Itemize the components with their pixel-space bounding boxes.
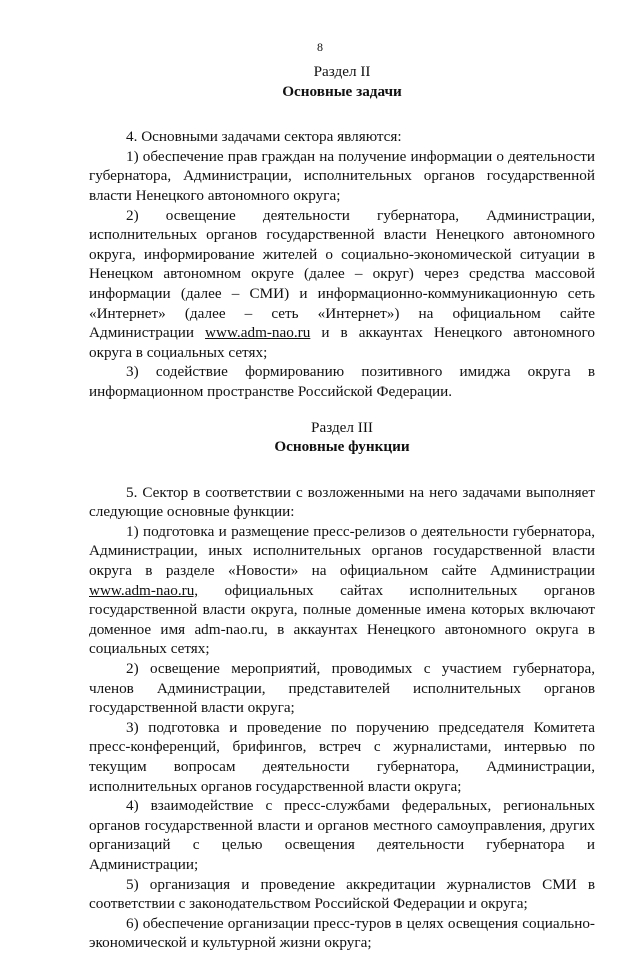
function-item-5: 5) организация и проведение аккредитации журналистов СМИ в соответствии с законодательством Российской Федерации и округа; [89, 875, 595, 913]
section-2-title: Основные задачи [282, 82, 402, 100]
function-item-1-text: 1) подготовка и размещение пресс-релизов о деятельности губернатора, Администрации, иных исполнительных органов государственной власти округа в разделе «Новости» на официальном сайте Администрации [89, 522, 595, 580]
section-3-heading [89, 418, 595, 457]
function-item-4: 4) взаимодействие с пресс-службами федеральных, региональных органов государственной власти и органов местного самоуправления, других организаций с целью освещения деятельности губернатора и Администрации; [89, 797, 595, 873]
function-item-1-tail: официальных сайтах исполнительных органов государственной власти округа, полные доменные имена которых включают доменное имя adm-nao.ru, в аккаунтах Ненецкого автономного округа в социальных сетях; [89, 581, 595, 658]
section-2-heading [89, 62, 595, 101]
function-item-2: 2) освещение мероприятий, проводимых с участием губернатора, членов Администрации, представителей исполнительных органов государственной власти округа; [89, 660, 595, 717]
task-item-1: 1) обеспечение прав граждан на получение информации о деятельности губернатора, Администрации, исполнительных органов государственной власти Ненецкого автономного округа; [89, 147, 595, 204]
section-3-label: Раздел III [311, 418, 373, 436]
task-item-2 [89, 206, 595, 363]
section-3-intro: 5. Сектор в соответствии с возложенными на него задачами выполняет следующие основные функции: [89, 483, 595, 521]
page-number: 8 [317, 40, 323, 54]
task-item-2-text: 2) освещение деятельности губернатора, Администрации, исполнительных органов государственной власти Ненецкого автономного округа, информирование жителей о социально-экономической ситуации в Ненецком автономном округе (далее – округ) через средства массовой информации (далее – СМИ) и информационно-коммуникационную сеть «Интернет» (далее – сеть «Интернет») на официальном сайте Администрации [89, 206, 595, 342]
section-2-label: Раздел II [313, 63, 371, 80]
site-link[interactable]: www.adm-nao.ru, [89, 581, 199, 599]
site-link[interactable]: www.adm-nao.ru [205, 324, 311, 342]
function-item-6: 6) обеспечение организации пресс-туров в целях освещения социально-экономической и культурной жизни округа; [89, 914, 595, 952]
task-item-2-tail: и в аккаунтах Ненецкого автономного округа в социальных сетях; [89, 324, 595, 361]
function-item-1 [89, 522, 595, 659]
document-body [89, 62, 595, 953]
function-item-3: 3) подготовка и проведение по поручению председателя Комитета пресс-конференций, брифингов, встреч с журналистами, интервью по текущим вопросам деятельности губернатора, Администрации, исполнительных органов государственной власти округа; [89, 718, 595, 795]
task-item-3: 3) содействие формированию позитивного имиджа округа в информационном пространстве Российской Федерации. [89, 363, 595, 400]
section-3-title: Основные функции [274, 438, 410, 456]
section-2-intro: 4. Основными задачами сектора являются: [126, 128, 402, 146]
